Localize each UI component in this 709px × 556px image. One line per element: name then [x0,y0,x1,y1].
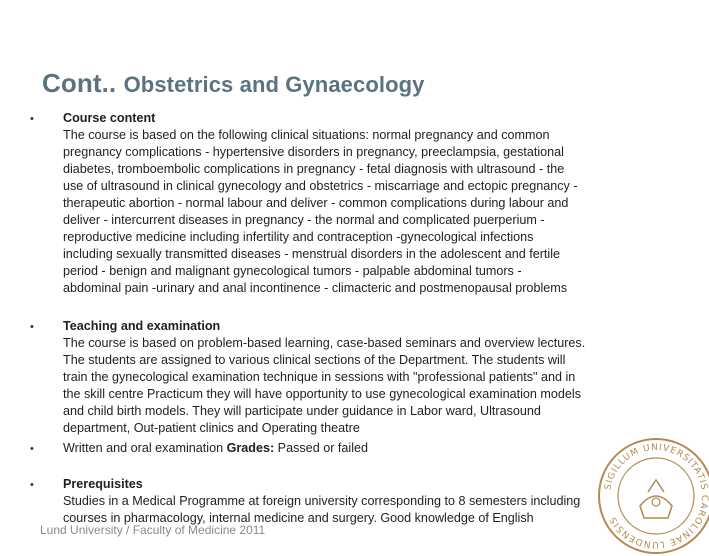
text-line: diabetes, tromboembolic complications in pregnancy - fetal diagnosis with ultrasound - the [63,162,565,176]
bullet-marker: • [30,321,34,333]
bullet-marker: • [30,479,34,491]
text-line: train the gynecological examination technique in sessions with "professional patients" and in [63,370,576,384]
text-line: including sexually transmitted diseases - menstrual disorders in the adolescent and fertile [63,247,561,261]
exam-text: Written and oral examination [63,441,227,455]
slide-title-subject: Obstetrics and Gynaecology [123,72,425,97]
text-line: abdominal pain -urinary and anal incontinence - climacteric and postmenopausal problems [63,281,568,295]
text-line: period - benign and malignant gynecological tumors - palpable abdominal tumors - [63,264,522,278]
text-line: and child birth models. They will participate under guidance in Labor ward, Ultrasound [63,404,541,418]
section-heading: Teaching and examination [63,319,221,333]
text-line: The students are assigned to various clinical sections of the Department. The students will [63,353,566,367]
exam-line [63,440,648,457]
section-heading: Prerequisites [63,477,143,491]
slide-footer: Lund University / Faculty of Medicine 2011 [40,523,266,537]
bullet-marker: • [30,113,34,125]
text-line: deliver - intercurrent diseases in pregnancy - the normal and complicated puerperium - [63,213,545,227]
section-course-content [63,110,648,297]
section-teaching [63,318,648,437]
section-heading: Course content [63,111,156,125]
grades-value: Passed or failed [274,441,368,455]
bullet-marker: • [30,443,34,455]
svg-text:SIGILLUM UNIVERSITATIS CAROLIN: SIGILLUM UNIVERSITATIS CAROLINAE LUNDENSIS [603,442,709,550]
slide-title [42,68,425,99]
university-seal-logo [596,436,709,556]
text-line: Studies in a Medical Programme at foreign university corresponding to 8 semesters including [63,494,581,508]
section-prerequisites [63,476,648,527]
grades-label: Grades: [226,441,275,455]
text-line: the skill centre Practicum they will have opportunity to use gynecological examination models [63,387,582,401]
text-line: pregnancy complications - hypertensive disorders in pregnancy, preeclampsia, gestational [63,145,564,159]
text-line: therapeutic abortion - normal labour and deliver - common complications during labour and [63,196,569,210]
slide-title-prefix: Cont.. [42,68,124,98]
section-examination [63,440,648,457]
text-line: The course is based on problem-based learning, case-based seminars and overview lectures. [63,336,586,350]
text-line: reproductive medicine including infertility and contraception -gynecological infections [63,230,534,244]
text-line: use of ultrasound in clinical gynecology and obstetrics - miscarriage and ectopic pregnancy - [63,179,578,193]
text-line: courses in pharmacology, internal medicine and surgery. Good knowledge of English [63,511,534,525]
text-line: The course is based on the following clinical situations: normal pregnancy and common [63,128,550,142]
text-line: department, Out-patient clinics and Operating theatre [63,421,360,435]
